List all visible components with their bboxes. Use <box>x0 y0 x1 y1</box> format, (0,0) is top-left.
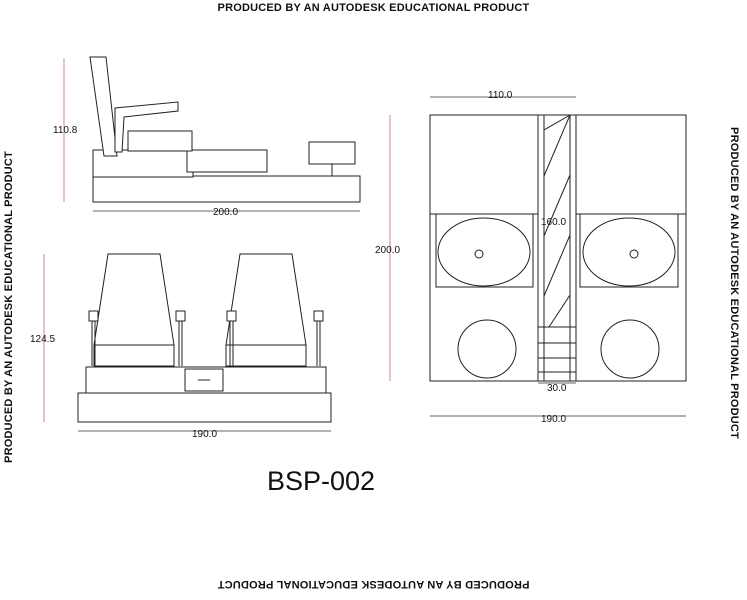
front-right-backrest <box>226 254 306 345</box>
front-right-seat <box>226 345 306 366</box>
front-right-arm-r <box>314 311 323 321</box>
side-view <box>53 57 360 218</box>
side-cushion <box>128 131 192 151</box>
side-width-label: 200.0 <box>213 207 239 218</box>
front-right-arm-l <box>227 311 236 321</box>
front-left-seat <box>94 345 174 366</box>
plan-right-basin-box <box>580 214 678 287</box>
side-bowl <box>309 142 355 164</box>
side-base <box>93 176 360 202</box>
front-height-label: 124.5 <box>30 334 56 345</box>
front-width-label: 190.0 <box>192 429 218 440</box>
plan-left-basin-box <box>436 214 533 287</box>
front-left-backrest <box>94 254 174 345</box>
drawing-code: BSP-002 <box>267 466 376 496</box>
side-footrest <box>187 150 267 172</box>
plan-bottom-label: 190.0 <box>541 414 567 425</box>
front-left-arm-r <box>176 311 185 321</box>
plan-center-label: 160.0 <box>541 217 567 228</box>
plan-aisle-label: 30.0 <box>547 383 567 394</box>
front-base <box>78 393 331 422</box>
plan-height-label: 200.0 <box>375 245 401 256</box>
side-height-label: 110.8 <box>53 125 78 136</box>
watermark-left: PRODUCED BY AN AUTODESK EDUCATIONAL PRODUCT <box>3 151 15 463</box>
plan-view <box>375 90 686 425</box>
watermark-bottom: PRODUCED BY AN AUTODESK EDUCATIONAL PRODUCT <box>217 578 530 590</box>
side-backrest <box>90 57 117 156</box>
front-left-arm-l <box>89 311 98 321</box>
front-view <box>30 254 331 440</box>
watermark-top: PRODUCED BY AN AUTODESK EDUCATIONAL PRODUCT <box>217 2 530 14</box>
plan-top-label: 110.0 <box>488 90 513 101</box>
watermark-right: PRODUCED BY AN AUTODESK EDUCATIONAL PRODUCT <box>728 127 740 439</box>
